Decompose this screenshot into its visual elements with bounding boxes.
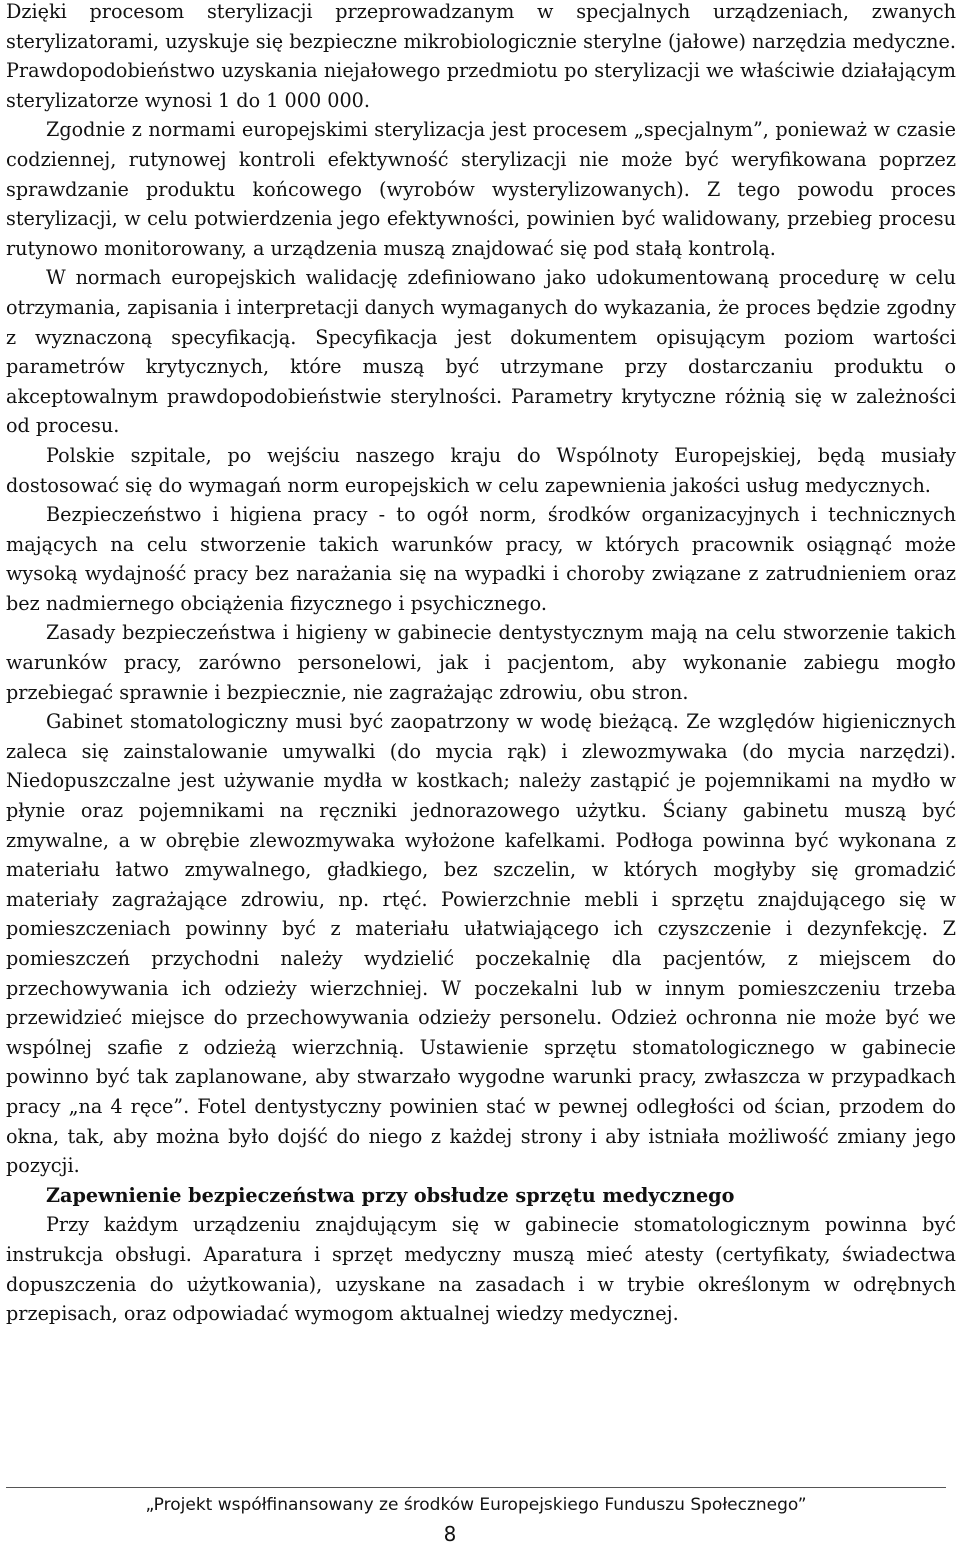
paragraph-sterilization-intro: Dzięki procesom sterylizacji przeprowadzanym w specjalnych urządzeniach, zwanych sterylizatorami, uzyskuje się bezpieczne mikrobiologicznie sterylne (jałowe) narzędzia medyczne. Prawdopodobieństwo uzyskania niejałowego przedmiotu po sterylizacji we właściwie działającym sterylizatorze wynosi 1 do 1 000 000. — [6, 0, 956, 112]
footer-funding-note: „Projekt współfinansowany ze środków Europejskiego Funduszu Społecznego” — [145, 1495, 807, 1515]
paragraph-equipment-safety: Przy każdym urządzeniu znajdującym się w gabinecie stomatologicznym powinna być instrukcja obsługi. Aparatura i sprzęt medyczny muszą mieć atesty (certyfikaty, świadectwa dopuszczenia do użytkowania), uzyskane na zasadach i w trybie określonym w odrębnych przepisach, oraz odpowiadać wymogom aktualnej wiedzy medycznej. — [6, 1213, 956, 1326]
page-number: 8 — [443, 1522, 457, 1546]
paragraph-european-norms: Zgodnie z normami europejskimi sterylizacja jest procesem „specjalnym”, ponieważ w czasie codziennej, rutynowej kontroli efektywność sterylizacji nie może być weryfikowana poprzez sprawdzanie produktu końcowego (wyrobów wysterylizowanych). Z tego powodu proces sterylizacji, w celu potwierdzenia jego efektywności, powinien być walidowany, przebieg procesu rutynowo monitorowany, a urządzenia muszą znajdować się pod stałą kontrolą. — [6, 118, 956, 260]
paragraph-polish-hospitals: Polskie szpitale, po wejściu naszego kraju do Wspólnoty Europejskiej, będą musiały dostosować się do wymagań norm europejskich w celu zapewnienia jakości usług medycznych. — [6, 443, 956, 497]
footer-divider — [6, 1487, 946, 1488]
paragraph-occupational-safety: Bezpieczeństwo i higiena pracy - to ogół norm, środków organizacyjnych i technicznych mających na celu stworzenie takich warunków pracy, w których pracownik osiągnąć może wysoką wydajność pracy bez narażania się na wypadki i choroby związane z zatrudnieniem oraz bez nadmiernego obciążenia fizycznego i psychicznego. — [6, 503, 956, 615]
document-body — [6, 0, 956, 1329]
paragraph-dental-office-safety: Zasady bezpieczeństwa i higieny w gabinecie dentystycznym mają na celu stworzenie takich warunków pracy, zarówno personelowi, jak i pacjentom, aby wykonanie zabiegu mogło przebiegać sprawnie i bezpiecznie, nie zagrażając zdrowiu, obu stron. — [6, 621, 956, 704]
section-heading: Zapewnienie bezpieczeństwa przy obsłudze sprzętu medycznego — [46, 1183, 735, 1207]
paragraph-validation: W normach europejskich walidację zdefiniowano jako udokumentowaną procedurę w celu otrzymania, zapisania i interpretacji danych wymaganych do wykazania, że proces będzie zgodny z wyznaczoną specyfikacją. Specyfikacja jest dokumentem opisującym poziom wartości parametrów krytycznych, które muszą być utrzymane przy dostarczaniu produktu o akceptowalnym prawdopodobieństwie sterylności. Parametry krytyczne różnią się w zależności od procesu. — [6, 266, 956, 438]
paragraph-dental-office-requirements: Gabinet stomatologiczny musi być zaopatrzony w wodę bieżącą. Ze względów higienicznych zaleca się zainstalowanie umywalki (do mycia rąk) i zlewozmywaka (do mycia narzędzi). Niedopuszczalne jest używanie mydła w kostkach; należy zastąpić je pojemnikami na mydło w płynie oraz pojemnikami na ręczniki jednorazowego użytku. Ściany gabinetu muszą być zmywalne, a w obrębie zlewozmywaka wyłożone kafelkami. Podłoga powinna być wykonana z materiału łatwo zmywalnego, gładkiego, bez szczelin, w których mogłyby się gromadzić materiały zagrażające zdrowiu, np. rtęć. Powierzchnie mebli i sprzętu znajdującego się w pomieszczeniach powinny być z materiału ułatwiającego ich czyszczenie i dezynfekcję. Z pomieszczeń przychodni należy wydzielić poczekalnię dla pacjentów, z miejscem do przechowywania ich odzieży wierzchniej. W poczekalni lub w innym pomieszczeniu trzeba przewidzieć miejsce do przechowywania odzieży personelu. Odzież ochronna nie może być we wspólnej szafie z odzieżą wierzchnią. Ustawienie sprzętu stomatologicznego w gabinecie powinno być tak zaplanowane, aby stwarzało wygodne warunki pracy, zwłaszcza w przypadkach pracy „na 4 ręce”. Fotel dentystyczny powinien stać w pewnej odległości od ścian, przodem do okna, tak, aby można było dojść do niego z każdej strony i aby istniała możliwość zmiany jego pozycji. — [6, 710, 956, 1178]
